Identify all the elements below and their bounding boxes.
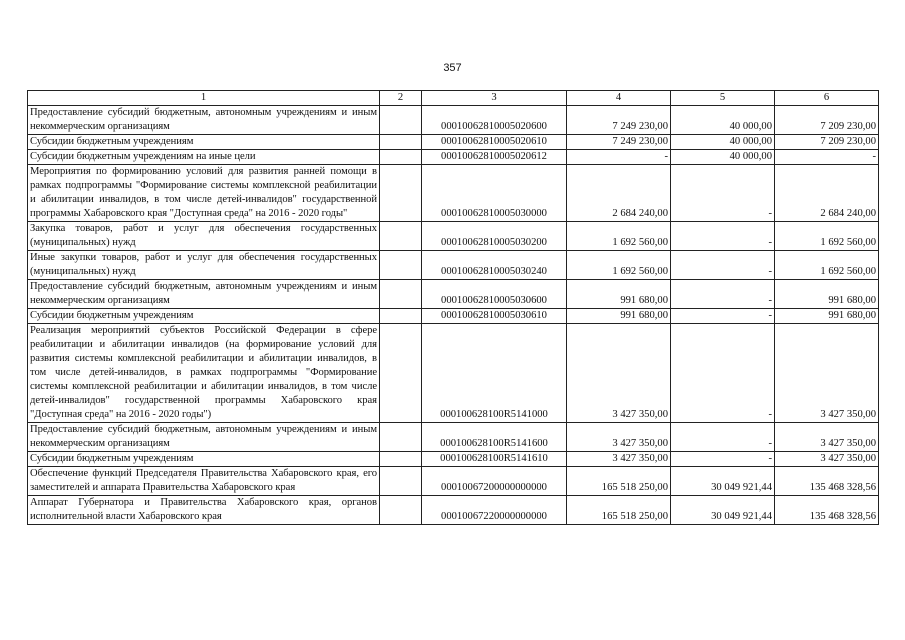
row-column-6-cell: 135 468 328,56	[775, 467, 879, 496]
row-column-4-cell: 2 684 240,00	[567, 165, 671, 222]
table-row	[28, 452, 879, 467]
row-name-cell: Субсидии бюджетным учреждениям	[28, 452, 380, 467]
row-column-4-cell: 1 692 560,00	[567, 251, 671, 280]
row-column-6-cell: 1 692 560,00	[775, 251, 879, 280]
table-row	[28, 165, 879, 222]
row-code-cell: 00010067200000000000	[422, 467, 567, 496]
row-column-5-cell: -	[671, 423, 775, 452]
row-code-cell: 00010062810005030610	[422, 309, 567, 324]
row-column-4-cell: 7 249 230,00	[567, 106, 671, 135]
column-header-row	[28, 91, 879, 106]
row-name-cell: Субсидии бюджетным учреждениям на иные цели	[28, 150, 380, 165]
table-row	[28, 222, 879, 251]
column-header: 1	[28, 91, 380, 106]
table-row	[28, 467, 879, 496]
row-column-2-cell	[380, 324, 422, 423]
row-code-cell: 00010062810005020600	[422, 106, 567, 135]
row-column-6-cell: 3 427 350,00	[775, 324, 879, 423]
budget-table	[27, 90, 879, 525]
row-name-cell: Обеспечение функций Председателя Правительства Хабаровского края, его заместителей и аппарата Правительства Хабаровского края	[28, 467, 380, 496]
table-row	[28, 324, 879, 423]
column-header: 2	[380, 91, 422, 106]
row-column-6-cell: 135 468 328,56	[775, 496, 879, 525]
row-name-cell: Субсидии бюджетным учреждениям	[28, 135, 380, 150]
row-column-2-cell	[380, 106, 422, 135]
column-header: 3	[422, 91, 567, 106]
row-column-2-cell	[380, 222, 422, 251]
row-column-4-cell: -	[567, 150, 671, 165]
row-column-4-cell: 3 427 350,00	[567, 452, 671, 467]
row-column-5-cell: -	[671, 324, 775, 423]
row-column-4-cell: 165 518 250,00	[567, 496, 671, 525]
row-column-2-cell	[380, 452, 422, 467]
row-code-cell: 00010062810005030600	[422, 280, 567, 309]
row-code-cell: 00010062810005030000	[422, 165, 567, 222]
row-code-cell: 00010062810005030200	[422, 222, 567, 251]
row-name-cell: Иные закупки товаров, работ и услуг для обеспечения государственных (муниципальных) нужд	[28, 251, 380, 280]
row-column-6-cell: 3 427 350,00	[775, 423, 879, 452]
row-column-4-cell: 1 692 560,00	[567, 222, 671, 251]
row-column-5-cell: -	[671, 165, 775, 222]
row-column-2-cell	[380, 467, 422, 496]
row-column-4-cell: 3 427 350,00	[567, 324, 671, 423]
row-column-5-cell: 30 049 921,44	[671, 467, 775, 496]
row-column-5-cell: 40 000,00	[671, 106, 775, 135]
row-column-6-cell: 991 680,00	[775, 280, 879, 309]
table-row	[28, 280, 879, 309]
table-row	[28, 106, 879, 135]
row-column-2-cell	[380, 165, 422, 222]
row-column-4-cell: 7 249 230,00	[567, 135, 671, 150]
row-column-2-cell	[380, 280, 422, 309]
row-column-5-cell: -	[671, 309, 775, 324]
row-column-2-cell	[380, 309, 422, 324]
row-column-5-cell: -	[671, 222, 775, 251]
row-column-5-cell: -	[671, 452, 775, 467]
table-row	[28, 135, 879, 150]
row-code-cell: 00010062810005020612	[422, 150, 567, 165]
row-column-4-cell: 991 680,00	[567, 280, 671, 309]
row-column-5-cell: 30 049 921,44	[671, 496, 775, 525]
row-code-cell: 00010067220000000000	[422, 496, 567, 525]
table-row	[28, 423, 879, 452]
row-name-cell: Предоставление субсидий бюджетным, автономным учреждениям и иным некоммерческим организациям	[28, 106, 380, 135]
row-code-cell: 000100628100R5141000	[422, 324, 567, 423]
row-column-2-cell	[380, 135, 422, 150]
table-row	[28, 496, 879, 525]
row-column-5-cell: 40 000,00	[671, 150, 775, 165]
row-column-5-cell: -	[671, 280, 775, 309]
row-column-6-cell: -	[775, 150, 879, 165]
row-name-cell: Мероприятия по формированию условий для развития ранней помощи в рамках подпрограммы "Формирование системы комплексной реабилитации и абилитации инвалидов, в том числе детей-инвалидов" государственной программы Хабаровского края "Доступная среда" на 2016 - 2020 годы"	[28, 165, 380, 222]
row-name-cell: Предоставление субсидий бюджетным, автономным учреждениям и иным некоммерческим организациям	[28, 423, 380, 452]
row-column-6-cell: 7 209 230,00	[775, 106, 879, 135]
row-column-6-cell: 3 427 350,00	[775, 452, 879, 467]
row-column-6-cell: 991 680,00	[775, 309, 879, 324]
column-header: 4	[567, 91, 671, 106]
row-column-4-cell: 3 427 350,00	[567, 423, 671, 452]
row-column-4-cell: 165 518 250,00	[567, 467, 671, 496]
row-name-cell: Предоставление субсидий бюджетным, автономным учреждениям и иным некоммерческим организациям	[28, 280, 380, 309]
page-number: 357	[443, 62, 462, 74]
table-row	[28, 309, 879, 324]
row-column-2-cell	[380, 496, 422, 525]
row-column-6-cell: 7 209 230,00	[775, 135, 879, 150]
row-code-cell: 00010062810005030240	[422, 251, 567, 280]
row-code-cell: 000100628100R5141610	[422, 452, 567, 467]
row-name-cell: Субсидии бюджетным учреждениям	[28, 309, 380, 324]
row-column-2-cell	[380, 423, 422, 452]
budget-table-body	[28, 91, 879, 525]
row-column-6-cell: 1 692 560,00	[775, 222, 879, 251]
row-name-cell: Закупка товаров, работ и услуг для обеспечения государственных (муниципальных) нужд	[28, 222, 380, 251]
row-column-5-cell: -	[671, 251, 775, 280]
row-code-cell: 00010062810005020610	[422, 135, 567, 150]
row-code-cell: 000100628100R5141600	[422, 423, 567, 452]
row-name-cell: Реализация мероприятий субъектов Российской Федерации в сфере реабилитации и абилитации инвалидов (на формирование условий для развития системы комплексной реабилитации и абилитации инвалидов, в том числе детей-инвалидов, в рамках подпрограммы "Формирование системы комплексной реабилитации и абилитации инвалидов, в том числе детей-инвалидов" государственной программы Хабаровского края "Доступная среда" на 2016 - 2020 годы")	[28, 324, 380, 423]
table-row	[28, 150, 879, 165]
table-row	[28, 251, 879, 280]
row-column-4-cell: 991 680,00	[567, 309, 671, 324]
row-column-2-cell	[380, 251, 422, 280]
row-column-5-cell: 40 000,00	[671, 135, 775, 150]
column-header: 5	[671, 91, 775, 106]
row-name-cell: Аппарат Губернатора и Правительства Хабаровского края, органов исполнительной власти Хабаровского края	[28, 496, 380, 525]
column-header: 6	[775, 91, 879, 106]
row-column-6-cell: 2 684 240,00	[775, 165, 879, 222]
row-column-2-cell	[380, 150, 422, 165]
